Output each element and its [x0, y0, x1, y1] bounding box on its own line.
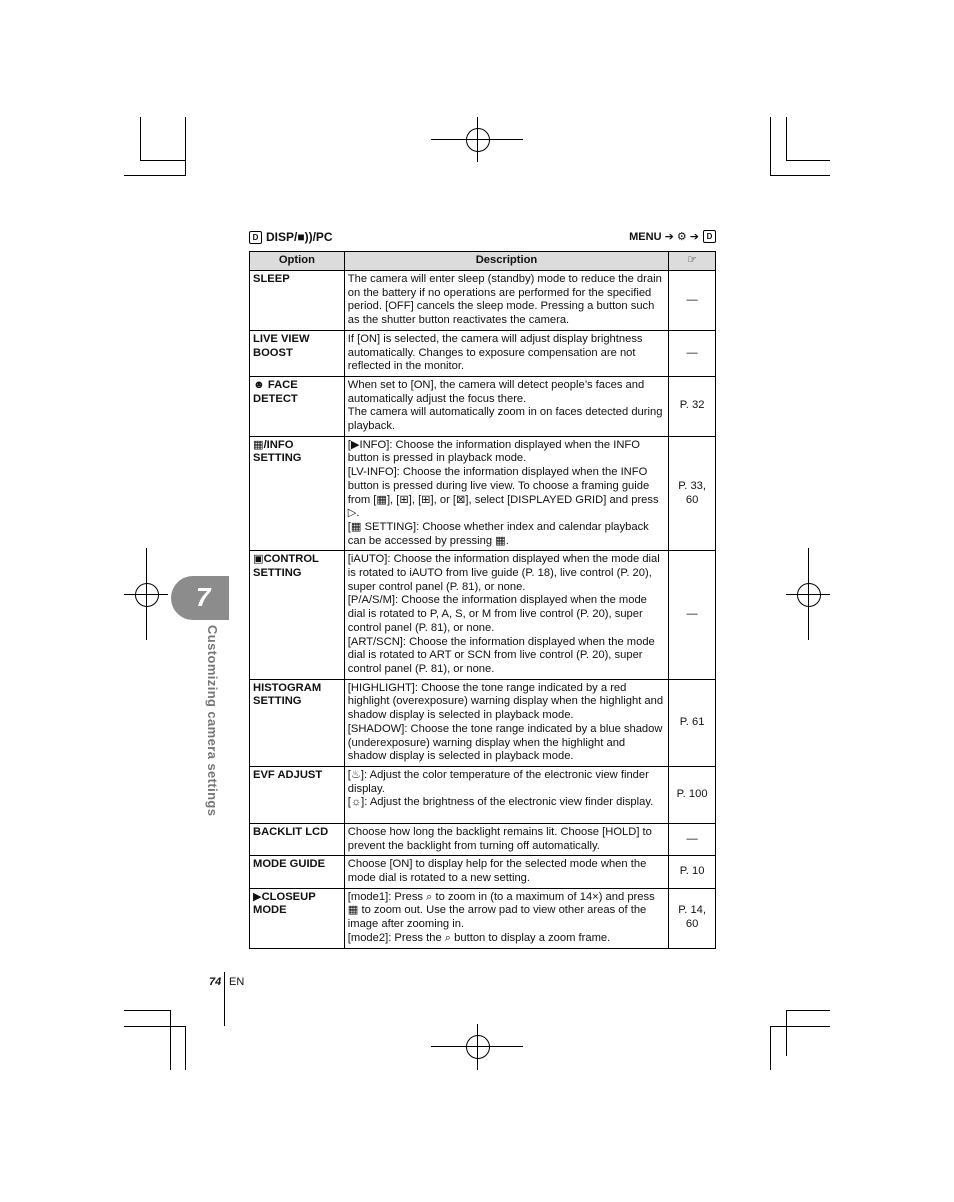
page-reference: —	[669, 551, 716, 679]
description-text: [▶INFO]: Choose the information displayed when the INFO button is pressed in playback mode.	[347, 438, 640, 465]
option-description	[344, 271, 668, 331]
page-reference: P. 33, 60	[669, 436, 716, 551]
page-reference: —	[669, 271, 716, 331]
option-name: ▦/INFO SETTING	[250, 436, 345, 551]
section-title-text: DISP/■))/PC	[266, 230, 333, 244]
page-divider	[224, 972, 225, 1026]
menu-path	[629, 230, 716, 243]
option-name: ▣CONTROL SETTING	[250, 551, 345, 679]
custom-menu-icon: D	[703, 230, 716, 243]
page-language: EN	[229, 976, 245, 988]
table-row	[250, 330, 716, 376]
custom-menu-icon: D	[249, 231, 262, 244]
option-description	[344, 551, 668, 679]
section-title	[249, 230, 333, 244]
option-description	[344, 436, 668, 551]
table-header-row	[250, 252, 716, 271]
description-text: [mode1]: Press ⌕ to zoom in (to a maximum of 14×) and press ▦ to zoom out. Use the arrow pad to view other areas of the image after zooming in.	[347, 890, 655, 931]
option-description	[344, 823, 668, 855]
description-text: [iAUTO]: Choose the information displayed when the mode dial is rotated to iAUTO from live guide (P. 18), live control (P. 20), super control panel (P. 81), or none.	[347, 553, 660, 593]
table-row	[250, 856, 716, 888]
description-text: [HIGHLIGHT]: Choose the tone range indicated by a red highlight (overexposure) warning display when the highlight and shadow display is selected in playback mode.	[347, 681, 664, 722]
option-name: ▶CLOSEUP MODE	[250, 888, 345, 948]
description-text: [♨]: Adjust the color temperature of the electronic view finder display.	[347, 768, 649, 795]
column-header-option: Option	[250, 252, 345, 271]
column-header-description: Description	[344, 252, 668, 271]
page-number: 74	[209, 976, 222, 988]
option-description	[344, 330, 668, 376]
option-description	[344, 766, 668, 823]
option-name: EVF ADJUST	[250, 766, 345, 823]
table-row	[250, 271, 716, 331]
option-name: BACKLIT LCD	[250, 823, 345, 855]
description-text: [▦ SETTING]: Choose whether index and calendar playback can be accessed by pressing ▦.	[347, 520, 649, 547]
option-description	[344, 888, 668, 948]
option-description	[344, 679, 668, 766]
option-description	[344, 856, 668, 888]
description-text: [mode2]: Press the ⌕ button to display a zoom frame.	[347, 931, 611, 944]
page-reference: —	[669, 823, 716, 855]
description-text: Choose [ON] to display help for the selected mode when the mode dial is rotated to a new setting.	[347, 858, 647, 885]
chapter-label: Customizing camera settings	[205, 625, 220, 817]
description-text: The camera will automatically zoom in on faces detected during playback.	[347, 406, 663, 433]
column-header-reference: ☞	[669, 252, 716, 271]
table-row	[250, 376, 716, 436]
description-text: [SHADOW]: Choose the tone range indicated by a blue shadow (underexposure) warning display when the highlight and shadow display is selected in playback mode.	[347, 722, 663, 763]
option-name: ☻ FACE DETECT	[250, 376, 345, 436]
description-text: [P/A/S/M]: Choose the information displayed when the mode dial is rotated to P, A, S, or M from live control (P. 20), super control panel (P. 81), or none.	[347, 594, 647, 634]
description-text: If [ON] is selected, the camera will adjust display brightness automatically. Changes to exposure compensation are not reflected in the monitor.	[347, 332, 643, 373]
table-row	[250, 888, 716, 948]
description-text: When set to [ON], the camera will detect people’s faces and automatically adjust the focus there.	[347, 378, 645, 405]
table-row	[250, 766, 716, 823]
description-text: The camera will enter sleep (standby) mode to reduce the drain on the battery if no operations are performed for the specified period. [OFF] cancels the sleep mode. Pressing a button such as the shutter button reactivates the camera.	[347, 273, 662, 327]
menu-path-text: MENU ➔ ⚙ ➔	[629, 231, 699, 243]
description-text: [☼]: Adjust the brightness of the electronic view finder display.	[347, 796, 654, 809]
page-reference: P. 14, 60	[669, 888, 716, 948]
page-reference: P. 10	[669, 856, 716, 888]
option-name: SLEEP	[250, 271, 345, 331]
option-description	[344, 376, 668, 436]
description-text: [ART/SCN]: Choose the information displayed when the mode dial is rotated to ART or SCN from live control (P. 20), super control panel (P. 81), or none.	[347, 635, 655, 675]
table-row	[250, 679, 716, 766]
page-reference: P. 100	[669, 766, 716, 823]
table-row	[250, 551, 716, 679]
option-name: HISTOGRAM SETTING	[250, 679, 345, 766]
page-reference: —	[669, 330, 716, 376]
option-name: LIVE VIEW BOOST	[250, 330, 345, 376]
description-text: [LV-INFO]: Choose the information displayed when the INFO button is pressed during live view. To choose a framing guide from [▦], [⊞], [⊞], or [⊠], select [DISPLAYED GRID] and press ▷.	[347, 466, 659, 520]
option-name: MODE GUIDE	[250, 856, 345, 888]
page-reference: P. 32	[669, 376, 716, 436]
table-row	[250, 436, 716, 551]
description-text: Choose how long the backlight remains lit. Choose [HOLD] to prevent the backlight from turning off automatically.	[347, 825, 652, 852]
section-header	[249, 228, 716, 246]
options-table	[249, 251, 716, 949]
table-row	[250, 823, 716, 855]
page-reference: P. 61	[669, 679, 716, 766]
chapter-number: 7	[196, 582, 211, 612]
